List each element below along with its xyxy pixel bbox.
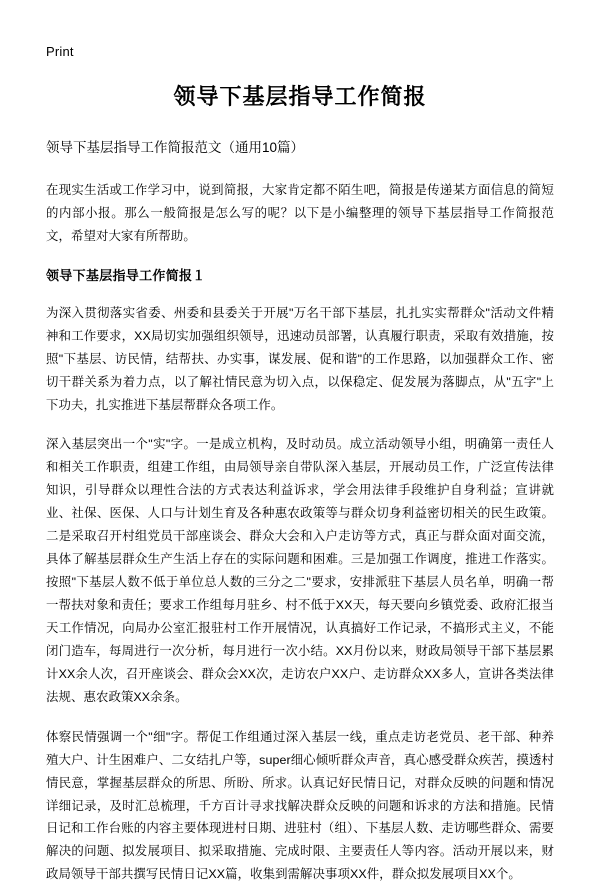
- section-heading: 领导下基层指导工作简报１: [46, 267, 206, 283]
- body-paragraph-2: 深入基层突出一个"实"字。一是成立机构，及时动员。成立活动领导小组，明确第一责任人和相关工作职责，组建工作组，由局领导亲自带队深入基层，开展动员工作，广泛宣传法律知识，引导群众以理性合法的方式表达利益诉求，学会用法律手段维护自身利益；宣讲就业、社保、医保、人口与计划生育及各种惠农政策等与群众切身利益密切相关的民生政策。二是采取召开村组党员干部座谈会、群众大会和入户走访等方式，真正与群众面对面交流，具体了解基层群众生产生活上存在的实际问题和困难。三是加强工作调度，推进工作落实。按照"下基层人数不低于单位总人数的三分之二"要求，安排派驻下基层人员名单，明确一帮一帮扶对象和责任；要求工作组每月驻乡、村不低于XX天，每天要向乡镇党委、政府汇报当天工作情况，向局办公室汇报驻村工作开展情况，认真搞好工作记录，不搞形式主义，不能闭门造车，每周进行一次分析，每月进行一次小结。XX月份以来，财政局领导干部下基层累计XX余人次，召开座谈会、群众会XX次，走访农户XX户、走访群众XX多人，宣讲各类法律法规、惠农政策XX余条。: [46, 437, 554, 704]
- print-button[interactable]: Print: [46, 44, 74, 59]
- intro-paragraph: 在现实生活或工作学习中，说到简报，大家肯定都不陌生吧，简报是传递某方面信息的简短的内部小报。那么一般简报是怎么写的呢？以下是小编整理的领导下基层指导工作简报范文，希望对大家有所帮助。: [46, 182, 554, 243]
- document-subtitle: 领导下基层指导工作简报范文（通用10篇）: [46, 140, 305, 156]
- body-paragraph-3: 体察民情强调一个"细"字。帮促工作组通过深入基层一线，重点走访老党员、老干部、种养殖大户、计生困难户、二女结扎户等，super细心倾听群众声音，真心感受群众疾苦，摸透村情民意，掌握基层群众的所思、所盼、所求。认真记好民情日记，对群众反映的问题和情况详细记录，及时汇总梳理，千方百计寻求找解决群众反映的问题和诉求的方法和措施。民情日记和工作台账的内容主要体现进村日期、进驻村（组）、下基层人数、走访哪些群众、需要解决的问题、拟发展项目、拟采取措施、完成时限、主要责任人等内容。活动开展以来，财政局领导干部共撰写民情日记XX篇，收集到需解决事项XX件，群众拟发展项目XX个。: [46, 729, 554, 882]
- body-paragraph-1: 为深入贯彻落实省委、州委和县委关于开展"万名干部下基层，扎扎实实帮群众"活动文件精神和工作要求，XX局切实加强组织领导，迅速动员部署，认真履行职责，采取有效措施，按照"下基层、访民情，结帮扶、办实事，谋发展、促和谐"的工作思路，以加强群众工作、密切干群关系为着力点，以了解社情民意为切入点，以保稳定、促发展为落脚点，从"五字"上下功夫，扎实推进下基层帮群众各项工作。: [46, 305, 554, 412]
- page-title: 领导下基层指导工作简报: [173, 83, 427, 109]
